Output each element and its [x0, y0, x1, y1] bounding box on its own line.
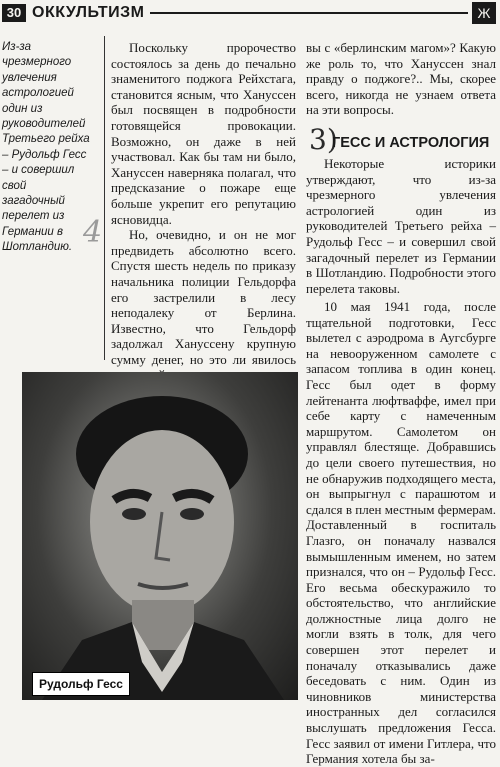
- portrait-photo: [22, 372, 298, 700]
- subheading-title: ГЕСС И АСТРОЛОГИЯ: [332, 135, 490, 151]
- body-paragraph: 10 мая 1941 года, после тщательной подготовки, Гесс вылетел с аэродрома в Аугсбурге на невооруженном самолете с запасом топлива в один конец. Гесс был одет в форму лейтенанта люфтваффе, имел при себе карту с намеченным маршрутом. Самолетом он управлял блестяще. Добравшись до цели своего путешествия, но не обнаружив подходящего места, он выпрыгнул с парашютом и сдался в плен местным фермерам. Доставленный в госпиталь Глазго, он поначалу назвался вымышленным именем, но затем признался, что он – Рудольф Гесс. Его весьма обескуражило то обстоятельство, что английские должностные лица долго не могли взять в толк, для чего совершен этот перелет и поначалу отказывались даже беседовать с ним. Один из чиновников министерства иностранных дел согласился выслушать предложения Гесса. Гесс заявил от имени Гитлера, что Германия хотела бы за-: [306, 299, 496, 767]
- column-2-continuation: вы с «берлинским магом»? Какую же роль то, что Хануссен знал правду о поджоге?.. Мы, скорее всего, никогда не узнаем ответа на эти вопросы.: [306, 40, 496, 118]
- page-header: [0, 0, 500, 26]
- pencil-annotation: 4: [83, 215, 103, 250]
- subheading: [306, 123, 496, 158]
- section-title: ОККУЛЬТИЗМ: [32, 4, 145, 21]
- portrait-illustration: [22, 372, 298, 700]
- column-2-intro: [306, 156, 496, 296]
- page-number: 30: [2, 4, 26, 22]
- header-rule: [150, 12, 468, 14]
- sidebar-divider: [104, 36, 105, 360]
- photo-caption: Рудольф Гесс: [32, 672, 130, 696]
- column-2-top: [306, 40, 496, 118]
- column-2-body: [306, 299, 496, 767]
- column-1-paragraph-2: Но, очевидно, и он не мог предвидеть абсолютно всего. Спустя шесть недель по приказу начальника полиции Гельдорфа его застрелили в лесу неподалеку от Берлина. Известно, что Гельдорф задолжал Хануссену крупную сумму денег, но это ли явилось: [111, 227, 296, 367]
- handwritten-section-mark: 3): [309, 123, 338, 156]
- intro-paragraph: Некоторые историки утверждают, что из-за чрезмерного увлечения астрологией один из руководителей Третьего рейха – Рудольф Гесс – и совершил свой загадочный перелет из Германии в Шотландию. Подробности этого перелета таковы.: [306, 156, 496, 296]
- column-1: [111, 40, 296, 383]
- column-1-paragraph-1: Поскольку пророчество состоялось за день до печально знаменитого поджога Рейхстага, становится ясным, что Хануссен был посвящен в подробности готовящейся провокации. Возможно, он даже в ней участвовал. Как бы там ни было, Хануссен наверняка полагал, что предсказание о пожаре еще больше укрепит его репутацию ясновидца.: [111, 40, 296, 227]
- sidebar-pull-quote: Из-за чрезмерного увлечения астрологией один из руководителей Третьего рейха – Рудольф Гесс – и совершил свой загадочный перелет из Германии в Шотландию.: [2, 41, 90, 254]
- magazine-logo-icon: Ж: [472, 2, 496, 24]
